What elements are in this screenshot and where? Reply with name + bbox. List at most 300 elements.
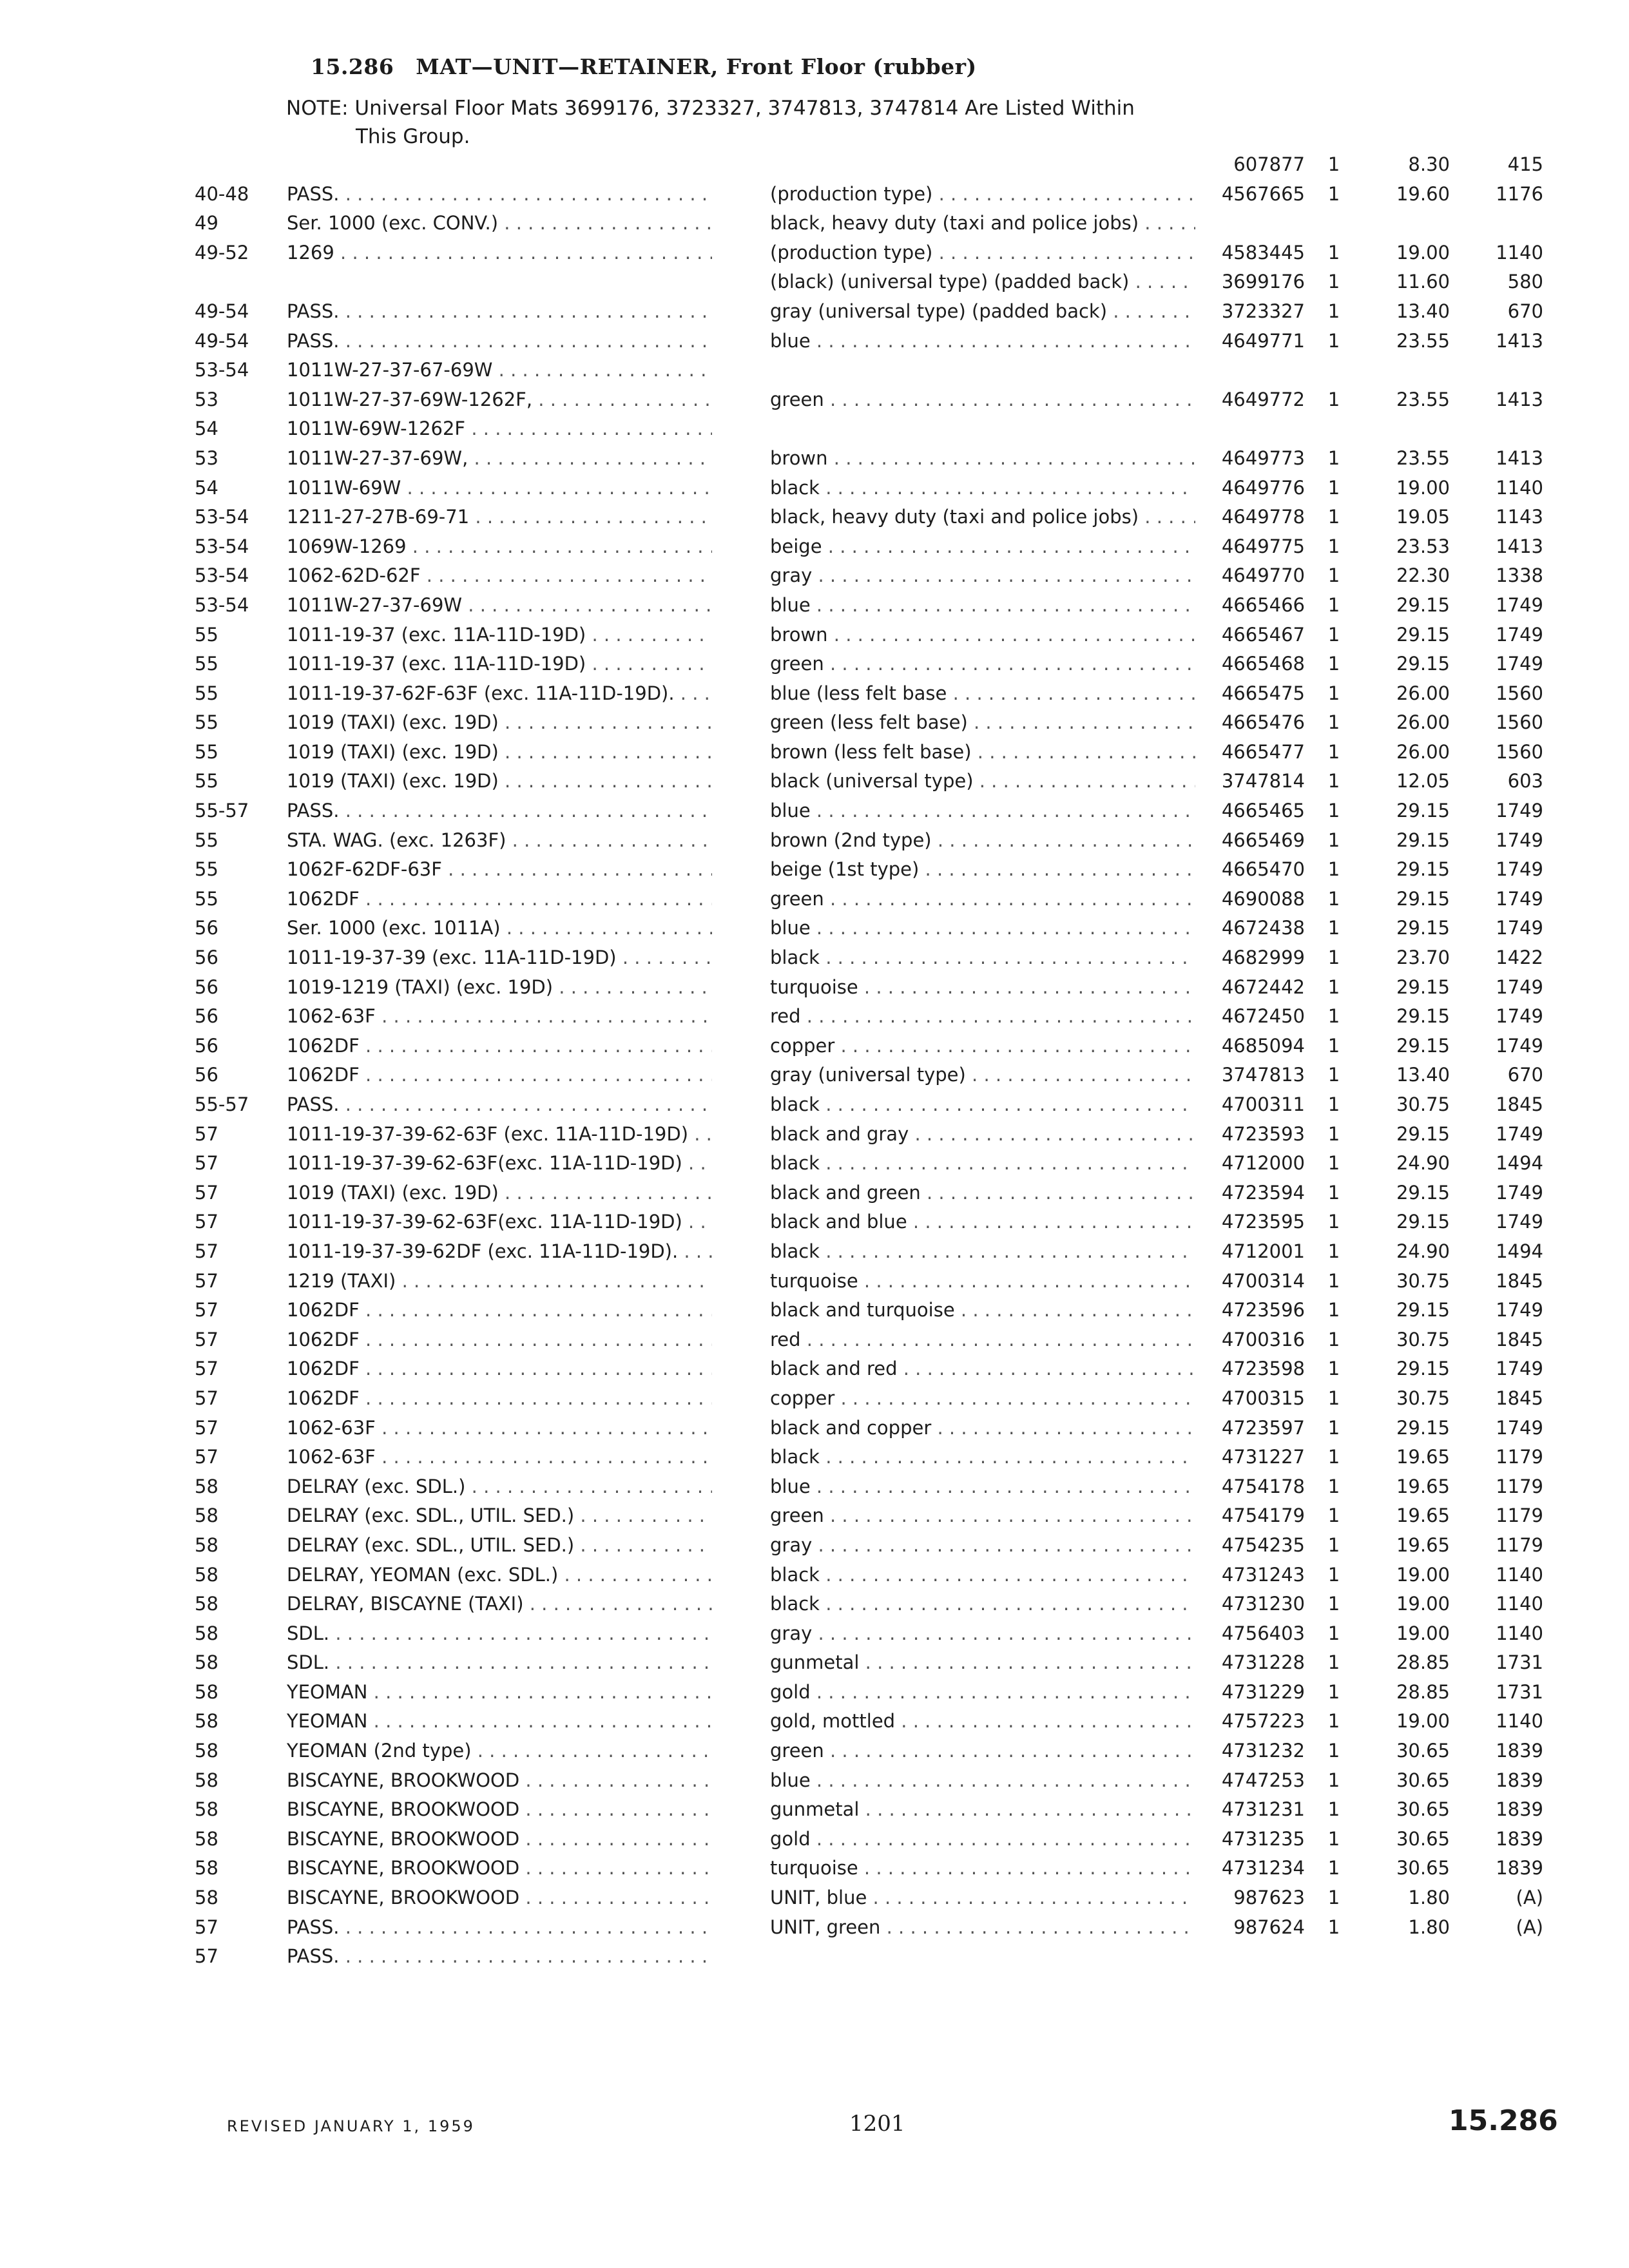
model-cell: DELRAY, BISCAYNE (TAXI) . . . xyxy=(287,1593,712,1615)
description-cell: blue . . . xyxy=(770,1769,1195,1791)
price-cell: 29.15 xyxy=(1396,653,1450,675)
quantity-cell: 1 xyxy=(1327,506,1340,528)
price-cell: 12.05 xyxy=(1396,770,1450,793)
model-cell: 1019 (TAXI) (exc. 19D) . . . xyxy=(287,711,712,733)
price-cell: 29.15 xyxy=(1396,858,1450,881)
code-cell: 670 xyxy=(1507,300,1543,322)
price-cell: 19.60 xyxy=(1396,182,1450,205)
code-cell: 1749 xyxy=(1496,1416,1543,1439)
code-cell: 1845 xyxy=(1496,1328,1543,1350)
quantity-cell: 1 xyxy=(1327,447,1340,469)
year-cell: 55 xyxy=(195,887,218,910)
description-cell: blue . . . xyxy=(770,330,1195,352)
code-cell: 1140 xyxy=(1496,1563,1543,1586)
description-cell: (black) (universal type) (padded back) . . . xyxy=(770,271,1195,293)
quantity-cell: 1 xyxy=(1327,1122,1340,1145)
section-title-block xyxy=(311,54,977,79)
price-cell: 19.00 xyxy=(1396,1593,1450,1615)
price-cell: 19.65 xyxy=(1396,1475,1450,1497)
part-number-cell: 4747253 xyxy=(1221,1769,1305,1791)
table-row xyxy=(0,711,1629,741)
price-cell: 29.15 xyxy=(1396,887,1450,910)
part-number-cell: 3747813 xyxy=(1221,1064,1305,1086)
price-cell: 29.15 xyxy=(1396,800,1450,822)
part-number-cell: 4712000 xyxy=(1221,1152,1305,1175)
price-cell: 29.15 xyxy=(1396,1299,1450,1321)
description-cell: black . . . xyxy=(770,1446,1195,1468)
model-cell: 1011-19-37-39 (exc. 11A-11D-19D) . . . xyxy=(287,947,712,968)
code-cell: (A) xyxy=(1516,1887,1543,1909)
quantity-cell: 1 xyxy=(1327,1504,1340,1527)
table-row xyxy=(0,800,1629,829)
model-cell: 1011W-27-37-69W . . . xyxy=(287,594,712,616)
part-number-cell: 3723327 xyxy=(1221,300,1305,322)
description-cell: beige (1st type) . . . xyxy=(770,858,1195,880)
price-cell: 29.15 xyxy=(1396,829,1450,851)
code-cell: 1560 xyxy=(1496,682,1543,704)
model-cell: DELRAY, YEOMAN (exc. SDL.) . . . xyxy=(287,1564,712,1586)
year-cell: 57 xyxy=(195,1240,218,1262)
code-cell: 1140 xyxy=(1496,241,1543,264)
description-cell: black (universal type) . . . xyxy=(770,770,1195,792)
table-row xyxy=(0,1064,1629,1093)
table-row xyxy=(0,1387,1629,1417)
price-cell: 30.65 xyxy=(1396,1769,1450,1791)
year-cell: 55 xyxy=(195,829,218,851)
parts-table xyxy=(0,153,1629,1975)
quantity-cell: 1 xyxy=(1327,1358,1340,1380)
code-cell: 1749 xyxy=(1496,1005,1543,1028)
quantity-cell: 1 xyxy=(1327,182,1340,205)
code-cell: 1749 xyxy=(1496,1034,1543,1057)
table-row xyxy=(0,1240,1629,1270)
model-cell: 1062F-62DF-63F . . . xyxy=(287,858,712,880)
quantity-cell: 1 xyxy=(1327,1093,1340,1115)
model-cell: PASS. . . . xyxy=(287,183,712,205)
part-number-cell: 4685094 xyxy=(1221,1034,1305,1057)
year-cell: 55 xyxy=(195,858,218,881)
model-cell: 1011-19-37 (exc. 11A-11D-19D) . . . xyxy=(287,653,712,675)
description-cell: green . . . xyxy=(770,1740,1195,1762)
quantity-cell: 1 xyxy=(1327,1916,1340,1938)
model-cell: 1062DF . . . xyxy=(287,1358,712,1379)
price-cell: 19.05 xyxy=(1396,506,1450,528)
table-row xyxy=(0,741,1629,771)
part-number-cell: 4583445 xyxy=(1221,241,1305,264)
code-cell: 1845 xyxy=(1496,1093,1543,1115)
quantity-cell: 1 xyxy=(1327,800,1340,822)
code-cell: 1179 xyxy=(1496,1504,1543,1527)
table-row xyxy=(0,359,1629,389)
model-cell: 1011W-69W-1262F . . . xyxy=(287,418,712,439)
table-row xyxy=(0,300,1629,330)
quantity-cell: 1 xyxy=(1327,740,1340,763)
model-cell: 1062DF . . . xyxy=(287,1299,712,1321)
year-cell: 58 xyxy=(195,1798,218,1821)
table-row xyxy=(0,1182,1629,1211)
table-row xyxy=(0,1005,1629,1035)
year-cell: 53 xyxy=(195,388,218,410)
table-row xyxy=(0,1299,1629,1329)
price-cell: 29.15 xyxy=(1396,917,1450,939)
code-cell: 670 xyxy=(1507,1064,1543,1086)
part-number-cell: 4700311 xyxy=(1221,1093,1305,1115)
model-cell: SDL. . . . xyxy=(287,1622,712,1644)
table-row xyxy=(0,389,1629,418)
price-cell: 23.55 xyxy=(1396,388,1450,410)
quantity-cell: 1 xyxy=(1327,1593,1340,1615)
year-cell: 58 xyxy=(195,1504,218,1527)
code-cell: 1494 xyxy=(1496,1152,1543,1175)
description-cell: gold, mottled . . . xyxy=(770,1710,1195,1732)
year-cell: 58 xyxy=(195,1887,218,1909)
part-number-cell: 4754235 xyxy=(1221,1533,1305,1556)
year-cell: 54 xyxy=(195,418,218,440)
quantity-cell: 1 xyxy=(1327,1475,1340,1497)
model-cell: BISCAYNE, BROOKWOOD . . . xyxy=(287,1798,712,1820)
description-cell: blue . . . xyxy=(770,594,1195,616)
part-number-cell: 4672438 xyxy=(1221,917,1305,939)
model-cell: 1062-63F . . . xyxy=(287,1417,712,1439)
year-cell: 58 xyxy=(195,1593,218,1615)
price-cell: 26.00 xyxy=(1396,682,1450,704)
year-cell: 57 xyxy=(195,1387,218,1409)
year-cell: 55 xyxy=(195,682,218,704)
year-cell: 56 xyxy=(195,975,218,998)
code-cell: 1560 xyxy=(1496,740,1543,763)
quantity-cell: 1 xyxy=(1327,1622,1340,1644)
model-cell: 1011W-27-37-69W-1262F, . . . xyxy=(287,389,712,410)
model-cell: DELRAY (exc. SDL., UTIL. SED.) . . . xyxy=(287,1534,712,1556)
code-cell: 1140 xyxy=(1496,1593,1543,1615)
part-number-cell: 4712001 xyxy=(1221,1240,1305,1262)
price-cell: 29.15 xyxy=(1396,623,1450,646)
quantity-cell: 1 xyxy=(1327,1680,1340,1703)
description-cell: brown (2nd type) . . . xyxy=(770,829,1195,851)
code-cell: 1749 xyxy=(1496,887,1543,910)
part-number-cell: 4649772 xyxy=(1221,388,1305,410)
quantity-cell: 1 xyxy=(1327,770,1340,793)
year-cell: 54 xyxy=(195,476,218,499)
price-cell: 19.00 xyxy=(1396,1710,1450,1733)
model-cell: BISCAYNE, BROOKWOOD . . . xyxy=(287,1887,712,1908)
part-number-cell: 4754178 xyxy=(1221,1475,1305,1497)
price-cell: 23.70 xyxy=(1396,947,1450,969)
quantity-cell: 1 xyxy=(1327,535,1340,557)
description-cell: gold . . . xyxy=(770,1681,1195,1703)
year-cell: 56 xyxy=(195,1005,218,1028)
table-row xyxy=(0,1564,1629,1593)
code-cell: 1749 xyxy=(1496,1211,1543,1233)
description-cell: brown . . . xyxy=(770,624,1195,646)
model-cell: BISCAYNE, BROOKWOOD . . . xyxy=(287,1769,712,1791)
part-number-cell: 4723595 xyxy=(1221,1211,1305,1233)
table-row xyxy=(0,594,1629,624)
part-number-cell: 4700316 xyxy=(1221,1328,1305,1350)
quantity-cell: 1 xyxy=(1327,1446,1340,1468)
model-cell: 1062DF . . . xyxy=(287,888,712,910)
model-cell: PASS. . . . xyxy=(287,800,712,822)
year-cell: 55-57 xyxy=(195,800,249,822)
quantity-cell: 1 xyxy=(1327,711,1340,734)
price-cell: 26.00 xyxy=(1396,740,1450,763)
part-number-cell: 4649770 xyxy=(1221,564,1305,587)
year-cell: 53 xyxy=(195,447,218,469)
description-cell: black and green . . . xyxy=(770,1182,1195,1204)
model-cell: 1069W-1269 . . . xyxy=(287,535,712,557)
code-cell: 1749 xyxy=(1496,975,1543,998)
quantity-cell: 1 xyxy=(1327,1299,1340,1321)
code-cell: 1560 xyxy=(1496,711,1543,734)
table-row xyxy=(0,1681,1629,1711)
table-row xyxy=(0,477,1629,506)
model-cell: 1011-19-37-62F-63F (exc. 11A-11D-19D). . . . xyxy=(287,682,712,704)
quantity-cell: 1 xyxy=(1327,1152,1340,1175)
quantity-cell: 1 xyxy=(1327,1533,1340,1556)
model-cell: Ser. 1000 (exc. CONV.) . . . xyxy=(287,212,712,234)
price-cell: 30.65 xyxy=(1396,1740,1450,1762)
model-cell: BISCAYNE, BROOKWOOD . . . xyxy=(287,1857,712,1879)
year-cell: 55 xyxy=(195,623,218,646)
code-cell: 1749 xyxy=(1496,858,1543,881)
code-cell: 1839 xyxy=(1496,1769,1543,1791)
price-cell: 1.80 xyxy=(1408,1887,1450,1909)
code-cell: 1749 xyxy=(1496,829,1543,851)
quantity-cell: 1 xyxy=(1327,858,1340,881)
year-cell: 58 xyxy=(195,1680,218,1703)
year-cell: 55-57 xyxy=(195,1093,249,1115)
description-cell: green . . . xyxy=(770,653,1195,675)
quantity-cell: 1 xyxy=(1327,271,1340,293)
part-number-cell: 4700314 xyxy=(1221,1269,1305,1292)
quantity-cell: 1 xyxy=(1327,975,1340,998)
quantity-cell: 1 xyxy=(1327,300,1340,322)
code-cell: 1749 xyxy=(1496,593,1543,616)
code-cell: 1845 xyxy=(1496,1387,1543,1409)
price-cell: 29.15 xyxy=(1396,1416,1450,1439)
part-number-cell: 4731229 xyxy=(1221,1680,1305,1703)
description-cell: black . . . xyxy=(770,1593,1195,1615)
table-row xyxy=(0,1828,1629,1858)
model-cell: PASS. . . . xyxy=(287,330,712,352)
part-number-cell: 4723596 xyxy=(1221,1299,1305,1321)
price-cell: 29.15 xyxy=(1396,1358,1450,1380)
price-cell: 26.00 xyxy=(1396,711,1450,734)
price-cell: 30.75 xyxy=(1396,1269,1450,1292)
description-cell: gunmetal . . . xyxy=(770,1651,1195,1673)
model-cell: 1062DF . . . xyxy=(287,1064,712,1086)
model-cell: 1011W-69W . . . xyxy=(287,477,712,499)
quantity-cell: 1 xyxy=(1327,1563,1340,1586)
description-cell: blue (less felt base . . . xyxy=(770,682,1195,704)
year-cell: 56 xyxy=(195,947,218,969)
model-cell: 1011-19-37-39-62-63F (exc. 11A-11D-19D) . . . xyxy=(287,1123,712,1145)
part-number-cell: 4649776 xyxy=(1221,476,1305,499)
table-row xyxy=(0,1475,1629,1505)
part-number-cell: 4649775 xyxy=(1221,535,1305,557)
price-cell: 29.15 xyxy=(1396,1034,1450,1057)
year-cell: 57 xyxy=(195,1181,218,1204)
description-cell: turquoise . . . xyxy=(770,1857,1195,1879)
quantity-cell: 1 xyxy=(1327,564,1340,587)
quantity-cell: 1 xyxy=(1327,476,1340,499)
code-cell: 1413 xyxy=(1496,535,1543,557)
price-cell: 19.65 xyxy=(1396,1446,1450,1468)
model-cell: 1011W-27-37-67-69W . . . xyxy=(287,359,712,381)
description-cell: brown . . . xyxy=(770,447,1195,469)
model-cell: BISCAYNE, BROOKWOOD . . . xyxy=(287,1828,712,1850)
code-cell: 1413 xyxy=(1496,388,1543,410)
year-cell: 55 xyxy=(195,740,218,763)
year-cell: 57 xyxy=(195,1945,218,1968)
price-cell: 19.00 xyxy=(1396,1622,1450,1644)
model-cell: PASS. . . . xyxy=(287,300,712,322)
description-cell: red . . . xyxy=(770,1329,1195,1350)
code-cell: 1731 xyxy=(1496,1651,1543,1674)
description-cell: copper . . . xyxy=(770,1035,1195,1057)
code-cell: 1179 xyxy=(1496,1475,1543,1497)
price-cell: 30.75 xyxy=(1396,1328,1450,1350)
part-number-cell: 4665467 xyxy=(1221,623,1305,646)
quantity-cell: 1 xyxy=(1327,1240,1340,1262)
part-number-cell: 3699176 xyxy=(1221,271,1305,293)
price-cell: 1.80 xyxy=(1408,1916,1450,1938)
part-number-cell: 4731235 xyxy=(1221,1827,1305,1850)
price-cell: 29.15 xyxy=(1396,593,1450,616)
year-cell: 40-48 xyxy=(195,182,249,205)
price-cell: 28.85 xyxy=(1396,1680,1450,1703)
description-cell: UNIT, green . . . xyxy=(770,1916,1195,1938)
part-number-cell: 4731230 xyxy=(1221,1593,1305,1615)
model-cell: 1062-62D-62F . . . xyxy=(287,564,712,586)
model-cell: 1269 . . . xyxy=(287,242,712,264)
description-cell: (production type) . . . xyxy=(770,183,1195,205)
table-row xyxy=(0,1622,1629,1652)
year-cell: 58 xyxy=(195,1769,218,1791)
table-row xyxy=(0,1887,1629,1916)
year-cell: 57 xyxy=(195,1211,218,1233)
code-cell: 1338 xyxy=(1496,564,1543,587)
code-cell: 1839 xyxy=(1496,1827,1543,1850)
part-number-cell: 4682999 xyxy=(1221,947,1305,969)
description-cell: gray (universal type) (padded back) . . . xyxy=(770,300,1195,322)
code-cell: 1422 xyxy=(1496,947,1543,969)
quantity-cell: 1 xyxy=(1327,947,1340,969)
description-cell: turquoise . . . xyxy=(770,976,1195,998)
description-cell: black . . . xyxy=(770,477,1195,499)
year-cell: 58 xyxy=(195,1651,218,1674)
price-cell: 28.85 xyxy=(1396,1651,1450,1674)
table-row xyxy=(0,1857,1629,1887)
part-number-cell: 4731234 xyxy=(1221,1857,1305,1879)
code-cell: 1845 xyxy=(1496,1269,1543,1292)
table-row xyxy=(0,183,1629,213)
table-row xyxy=(0,888,1629,918)
model-cell: DELRAY (exc. SDL., UTIL. SED.) . . . xyxy=(287,1504,712,1526)
part-number-cell: 4649778 xyxy=(1221,506,1305,528)
code-cell: 1749 xyxy=(1496,1358,1543,1380)
table-row xyxy=(0,770,1629,800)
quantity-cell: 1 xyxy=(1327,1740,1340,1762)
code-cell: 415 xyxy=(1507,153,1543,175)
code-cell: 1140 xyxy=(1496,1710,1543,1733)
year-cell: 57 xyxy=(195,1269,218,1292)
code-cell: 1749 xyxy=(1496,653,1543,675)
model-cell: YEOMAN . . . xyxy=(287,1681,712,1703)
code-cell: 1731 xyxy=(1496,1680,1543,1703)
table-row xyxy=(0,1945,1629,1975)
table-row xyxy=(0,947,1629,976)
table-row xyxy=(0,1651,1629,1681)
model-cell: 1011-19-37-39-62DF (exc. 11A-11D-19D). . . . xyxy=(287,1240,712,1262)
year-cell: 53-54 xyxy=(195,593,249,616)
table-row xyxy=(0,1504,1629,1534)
quantity-cell: 1 xyxy=(1327,1857,1340,1879)
part-number-cell: 4700315 xyxy=(1221,1387,1305,1409)
description-cell: beige . . . xyxy=(770,535,1195,557)
model-cell: 1211-27-27B-69-71 . . . xyxy=(287,506,712,528)
part-number-cell: 4757223 xyxy=(1221,1710,1305,1733)
revised-date: REVISED JANUARY 1, 1959 xyxy=(227,2117,475,2135)
quantity-cell: 1 xyxy=(1327,1211,1340,1233)
code-cell: 1749 xyxy=(1496,800,1543,822)
note-block xyxy=(286,94,1253,151)
year-cell: 55 xyxy=(195,770,218,793)
quantity-cell: 1 xyxy=(1327,623,1340,646)
code-cell: 1179 xyxy=(1496,1533,1543,1556)
quantity-cell: 1 xyxy=(1327,1887,1340,1909)
price-cell: 19.65 xyxy=(1396,1504,1450,1527)
model-cell: YEOMAN (2nd type) . . . xyxy=(287,1740,712,1762)
part-number-cell: 4754179 xyxy=(1221,1504,1305,1527)
quantity-cell: 1 xyxy=(1327,1827,1340,1850)
year-cell: 56 xyxy=(195,1064,218,1086)
year-cell: 58 xyxy=(195,1622,218,1644)
price-cell: 29.15 xyxy=(1396,1122,1450,1145)
model-cell: DELRAY (exc. SDL.) . . . xyxy=(287,1475,712,1497)
code-cell: 1494 xyxy=(1496,1240,1543,1262)
quantity-cell: 1 xyxy=(1327,917,1340,939)
quantity-cell: 1 xyxy=(1327,682,1340,704)
year-cell: 58 xyxy=(195,1740,218,1762)
code-cell: 1749 xyxy=(1496,1122,1543,1145)
description-cell: UNIT, blue . . . xyxy=(770,1887,1195,1908)
note-line-2: This Group. xyxy=(356,125,470,148)
description-cell: black . . . xyxy=(770,947,1195,968)
part-number-cell: 4567665 xyxy=(1221,182,1305,205)
year-cell: 57 xyxy=(195,1152,218,1175)
quantity-cell: 1 xyxy=(1327,1269,1340,1292)
price-cell: 30.75 xyxy=(1396,1387,1450,1409)
year-cell: 57 xyxy=(195,1299,218,1321)
code-cell: 1749 xyxy=(1496,623,1543,646)
table-row xyxy=(0,1211,1629,1240)
table-row xyxy=(0,212,1629,242)
model-cell: PASS. . . . xyxy=(287,1945,712,1967)
part-number-cell: 4649771 xyxy=(1221,329,1305,352)
code-cell: 1839 xyxy=(1496,1798,1543,1821)
code-cell: 1140 xyxy=(1496,476,1543,499)
code-cell: 1839 xyxy=(1496,1857,1543,1879)
part-number-cell: 4723598 xyxy=(1221,1358,1305,1380)
price-cell: 11.60 xyxy=(1396,271,1450,293)
quantity-cell: 1 xyxy=(1327,1416,1340,1439)
year-cell: 53-54 xyxy=(195,359,249,381)
model-cell: 1011-19-37-39-62-63F(exc. 11A-11D-19D) . . . xyxy=(287,1211,712,1233)
model-cell: STA. WAG. (exc. 1263F) . . . xyxy=(287,829,712,851)
price-cell: 22.30 xyxy=(1396,564,1450,587)
price-cell: 24.90 xyxy=(1396,1152,1450,1175)
